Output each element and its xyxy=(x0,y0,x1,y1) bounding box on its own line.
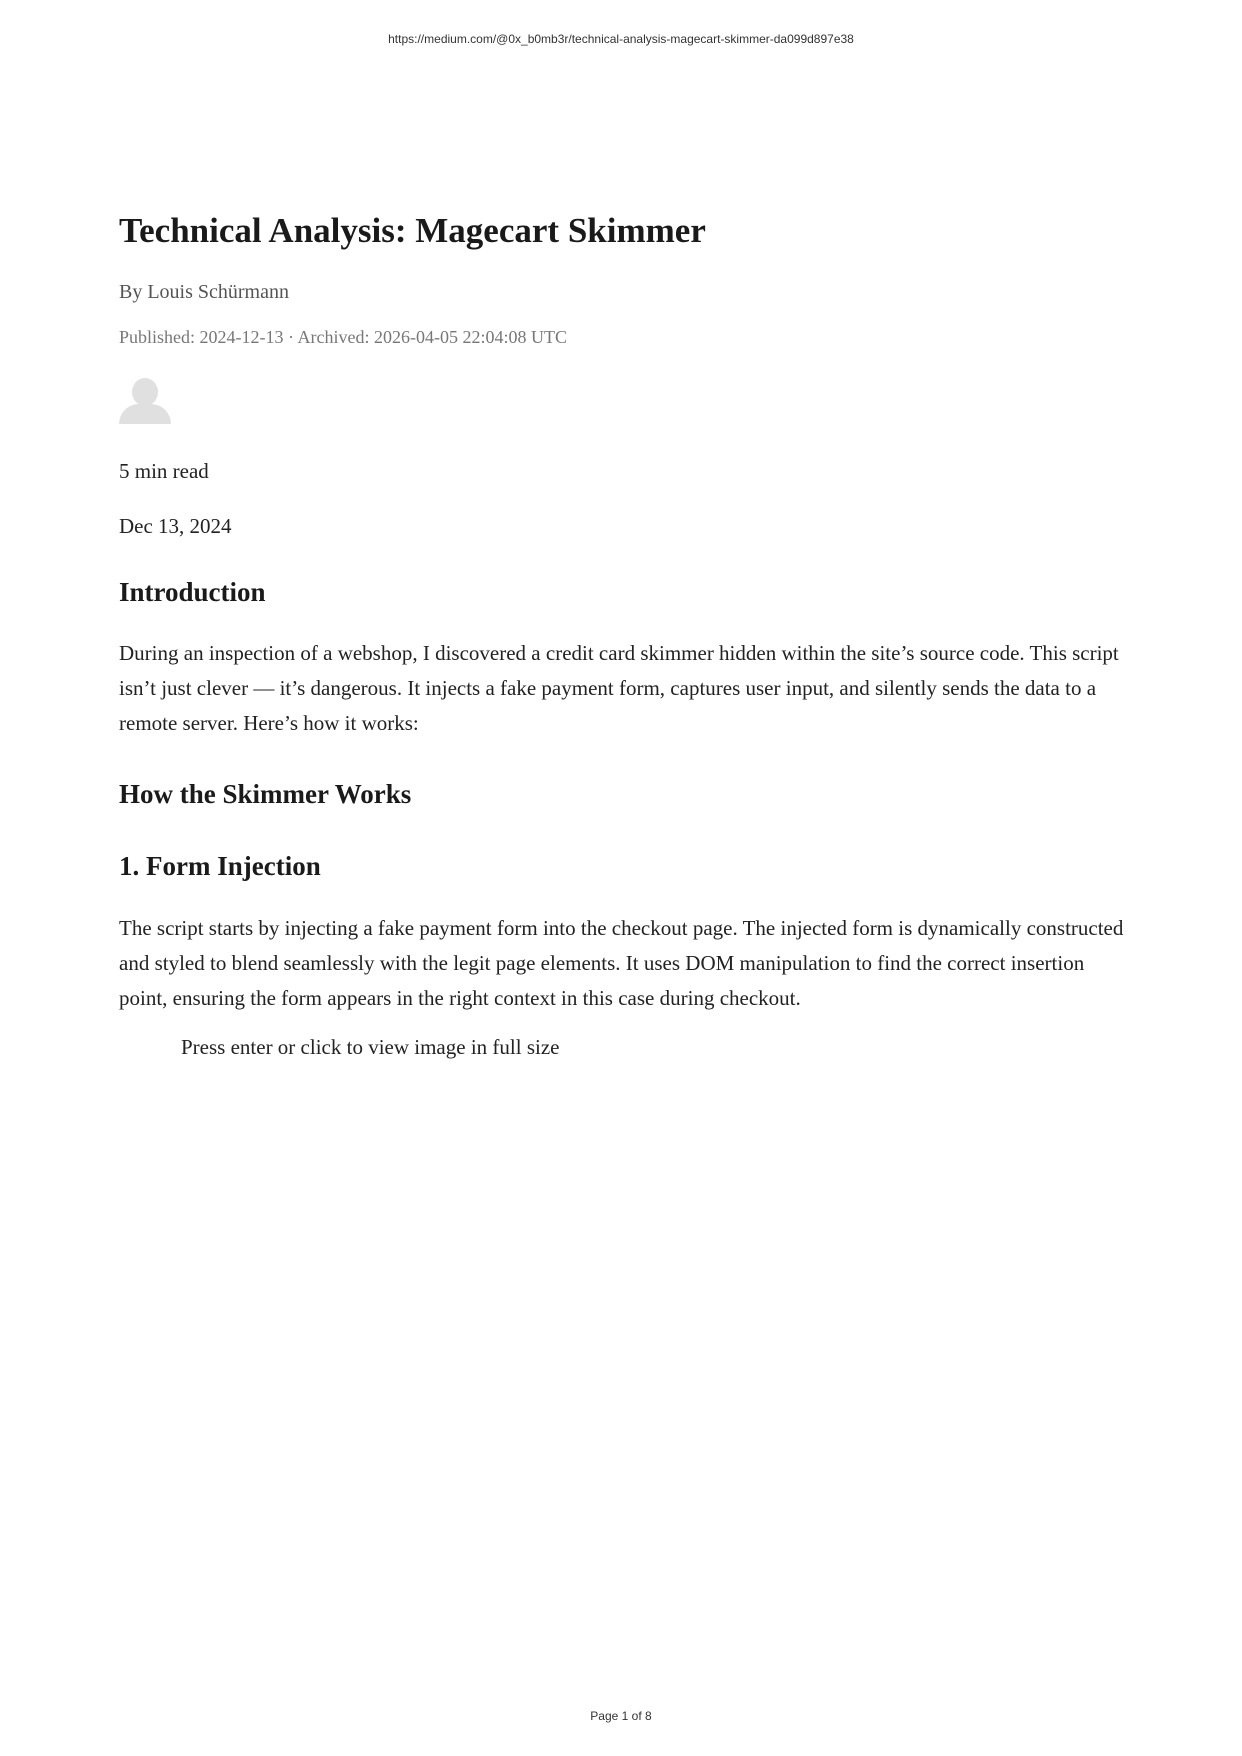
user-silhouette-icon[interactable] xyxy=(119,378,171,424)
page-url: https://medium.com/@0x_b0mb3r/technical-analysis-magecart-skimmer-da099d897e38 xyxy=(388,32,854,46)
article-date: Dec 13, 2024 xyxy=(119,514,232,538)
article xyxy=(119,210,1129,1060)
paragraph-form-injection: The script starts by injecting a fake payment form into the checkout page. The injected form is dynamically constructed and styled to blend seamlessly with the legit page elements. It uses DOM manipulation to find the correct insertion point, ensuring the form appears in the right context in this case during checkout. xyxy=(119,916,1124,1011)
read-time: 5 min read xyxy=(119,459,209,483)
image-fullsize-caption[interactable]: Press enter or click to view image in full size xyxy=(181,1035,560,1060)
heading-form-injection: 1. Form Injection xyxy=(119,850,321,881)
paragraph-introduction: During an inspection of a webshop, I discovered a credit card skimmer hidden within the site’s source code. This script isn’t just clever — it’s dangerous. It injects a fake payment form, captures user input, and silently sends the data to a remote server. Here’s how it works: xyxy=(119,641,1119,736)
article-title: Technical Analysis: Magecart Skimmer xyxy=(119,211,706,250)
page-number: Page 1 of 8 xyxy=(590,1709,652,1723)
heading-introduction: Introduction xyxy=(119,577,266,607)
avatar-head xyxy=(132,378,158,406)
publish-info: Published: 2024-12-13 · Archived: 2026-04-05 22:04:08 UTC xyxy=(119,327,567,347)
heading-how-skimmer-works: How the Skimmer Works xyxy=(119,779,412,810)
author-byline: By Louis Schürmann xyxy=(119,281,289,303)
avatar-shoulders xyxy=(119,404,171,424)
